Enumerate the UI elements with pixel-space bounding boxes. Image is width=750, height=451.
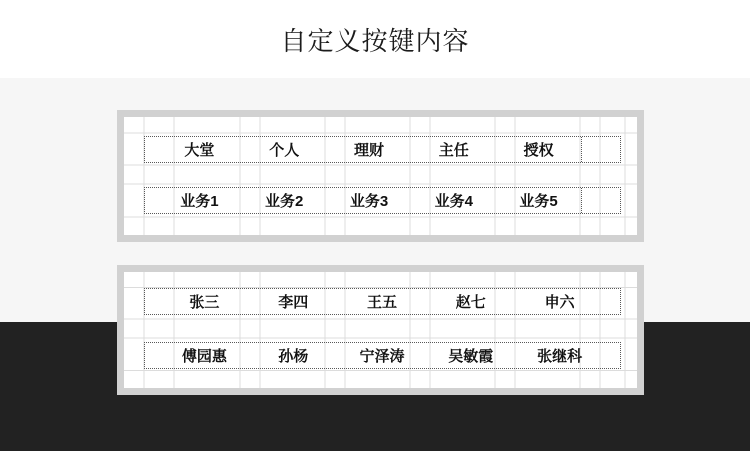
empty-cell: [581, 188, 620, 213]
key-cell[interactable]: 孙杨: [278, 348, 309, 365]
empty-cell: [604, 289, 620, 314]
key-row-slots: [145, 343, 604, 368]
key-row-slots: [145, 188, 581, 213]
empty-cell: [581, 137, 620, 162]
key-cell[interactable]: 傅园惠: [181, 348, 227, 365]
key-cell[interactable]: 理财: [353, 142, 384, 159]
key-cell[interactable]: 业务2: [265, 193, 304, 210]
keys-panel-bottom-sheet: [124, 272, 637, 388]
key-cell[interactable]: 大堂: [184, 142, 215, 159]
key-row-business: [144, 187, 621, 214]
page-title: 自定义按键内容: [280, 26, 470, 56]
key-cell[interactable]: 业务1: [180, 193, 219, 210]
key-cell[interactable]: 申六: [544, 294, 575, 311]
key-cell[interactable]: 主任: [438, 142, 469, 159]
header-band: [0, 0, 750, 78]
key-cell[interactable]: 授权: [523, 142, 554, 159]
key-cell[interactable]: 李四: [278, 294, 309, 311]
keys-panel-top-sheet: [124, 117, 637, 235]
key-cell[interactable]: 个人: [269, 142, 300, 159]
grid-lines: [124, 117, 637, 235]
key-row-slots: [145, 137, 581, 162]
key-row-slots: [145, 289, 604, 314]
key-cell[interactable]: 赵七: [455, 294, 486, 311]
key-cell[interactable]: 宁泽涛: [359, 348, 405, 365]
key-cell[interactable]: 张继科: [537, 348, 583, 365]
keys-panel-top: [117, 110, 644, 242]
key-cell[interactable]: 张三: [189, 294, 220, 311]
key-row-names-2: [144, 342, 621, 369]
empty-cell: [604, 343, 620, 368]
keys-panel-bottom: [117, 265, 644, 395]
key-row-categories: [144, 136, 621, 163]
key-row-names-1: [144, 288, 621, 315]
key-cell[interactable]: 王五: [366, 294, 397, 311]
key-cell[interactable]: 业务3: [349, 193, 389, 210]
key-cell[interactable]: 吴敏霞: [448, 348, 494, 365]
key-cell[interactable]: 业务5: [519, 193, 558, 210]
key-cell[interactable]: 业务4: [434, 193, 473, 210]
